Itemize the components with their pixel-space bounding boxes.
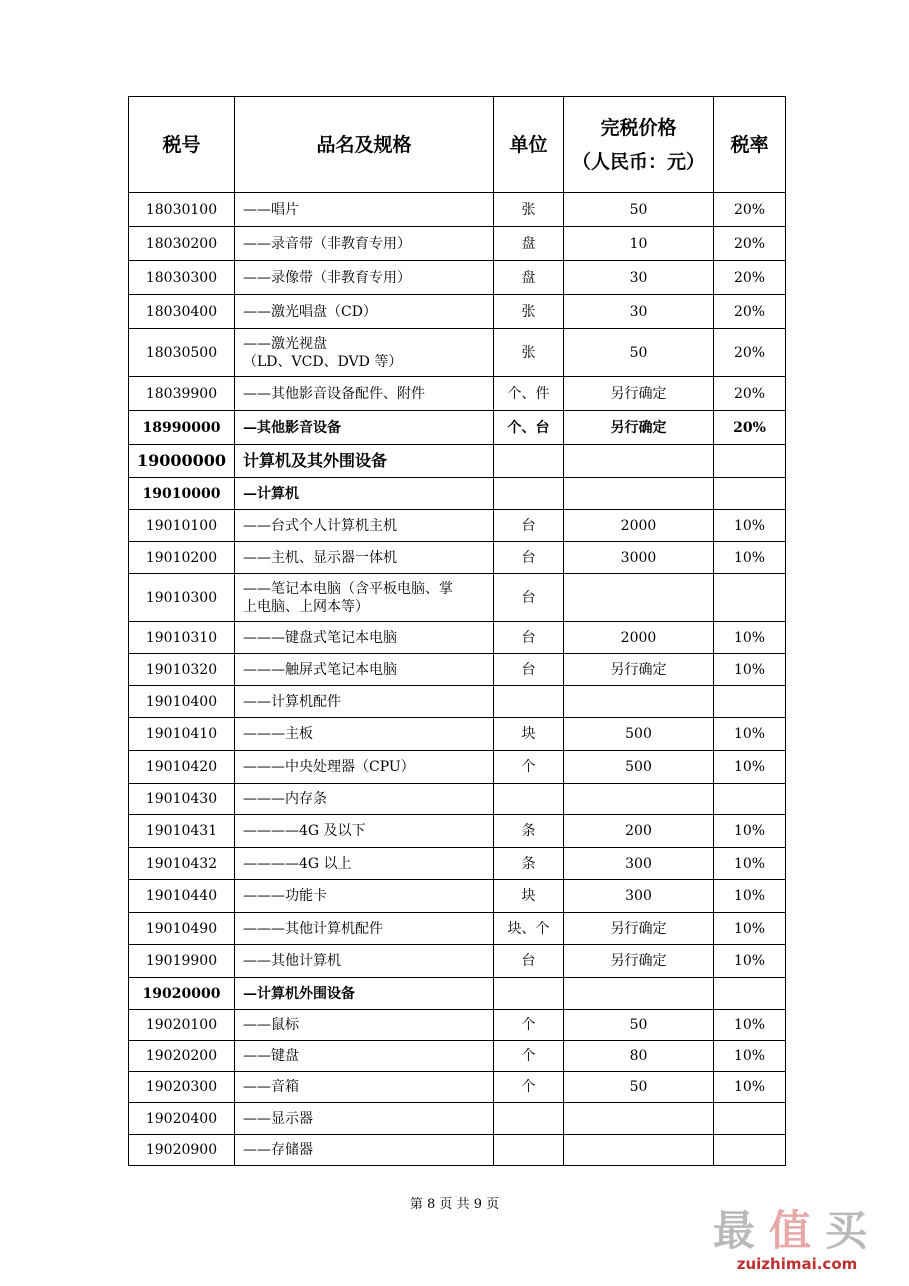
table-row: [129, 686, 786, 718]
cell-name-line: ——计算机配件: [243, 693, 341, 710]
cell-code: 19010000: [129, 478, 235, 510]
cell-name: [235, 913, 494, 945]
cell-name-line: 上电脑、上网本等）: [243, 598, 369, 615]
cell-price: 300: [564, 848, 714, 880]
cell-name: [235, 784, 494, 815]
cell-name-line: ——唱片: [243, 201, 299, 218]
cell-rate: 20%: [714, 227, 786, 261]
cell-rate: [714, 1103, 786, 1135]
cell-price: 80: [564, 1041, 714, 1072]
cell-name: [235, 654, 494, 686]
cell-rate: 10%: [714, 1010, 786, 1041]
cell-name: [235, 329, 494, 377]
header-unit: 单位: [494, 97, 564, 193]
table-row: [129, 227, 786, 261]
header-price-line1: 完税价格: [600, 116, 677, 139]
cell-rate: [714, 978, 786, 1010]
cell-rate: 10%: [714, 945, 786, 978]
cell-rate: 20%: [714, 329, 786, 377]
cell-code: 19020400: [129, 1103, 235, 1135]
cell-code: 19010431: [129, 815, 235, 848]
footer-page: 8: [427, 1197, 436, 1212]
cell-price: [564, 978, 714, 1010]
cell-name-line: ———触屏式笔记本电脑: [243, 661, 397, 678]
cell-rate: 20%: [714, 411, 786, 445]
cell-name: [235, 295, 494, 329]
cell-name-line: ——鼠标: [243, 1017, 299, 1033]
cell-rate: 10%: [714, 880, 786, 913]
cell-price: 50: [564, 193, 714, 227]
cell-name: [235, 227, 494, 261]
cell-price: 50: [564, 1010, 714, 1041]
cell-unit: [494, 1103, 564, 1135]
cell-price: [564, 478, 714, 510]
cell-name-line: ————4G 及以下: [243, 823, 366, 839]
cell-name: [235, 978, 494, 1010]
cell-name: [235, 542, 494, 574]
cell-name: [235, 686, 494, 718]
table-row: [129, 654, 786, 686]
tax-rate-table: [128, 96, 786, 1166]
cell-name: [235, 261, 494, 295]
watermark-char-3: 买: [825, 1206, 882, 1255]
cell-rate: 10%: [714, 751, 786, 784]
cell-code: 19010310: [129, 622, 235, 654]
cell-name-line: ——激光唱盘（CD）: [243, 303, 377, 320]
cell-name: [235, 445, 494, 478]
cell-name: [235, 411, 494, 445]
table-header-row: [129, 97, 786, 193]
cell-name-line: ———中央处理器（CPU）: [243, 759, 415, 775]
cell-rate: 10%: [714, 654, 786, 686]
cell-name-line: —其他影音设备: [243, 419, 341, 436]
cell-rate: 10%: [714, 622, 786, 654]
footer-post: 页: [486, 1197, 500, 1212]
cell-rate: 10%: [714, 1041, 786, 1072]
cell-name: [235, 1041, 494, 1072]
cell-unit: [494, 784, 564, 815]
cell-name-line: ——台式个人计算机主机: [243, 517, 397, 534]
watermark-logo: [697, 1208, 897, 1278]
footer-pre: 第: [409, 1197, 423, 1212]
cell-code: 19020900: [129, 1135, 235, 1166]
table-row: [129, 945, 786, 978]
cell-rate: 10%: [714, 848, 786, 880]
cell-code: 19010440: [129, 880, 235, 913]
cell-name: [235, 751, 494, 784]
cell-name: [235, 880, 494, 913]
cell-price: 另行确定: [564, 654, 714, 686]
cell-name-line: ——存储器: [243, 1142, 313, 1158]
watermark-char-2: 值: [768, 1206, 825, 1255]
cell-name: [235, 193, 494, 227]
table-row: [129, 1041, 786, 1072]
table-row: [129, 1010, 786, 1041]
cell-rate: [714, 784, 786, 815]
cell-price: 50: [564, 1072, 714, 1103]
cell-unit: 张: [494, 193, 564, 227]
cell-code: 19020200: [129, 1041, 235, 1072]
cell-price: 另行确定: [564, 913, 714, 945]
cell-name-line: ———主板: [243, 726, 313, 742]
cell-name: [235, 478, 494, 510]
cell-name-line: ——键盘: [243, 1048, 299, 1064]
cell-name: [235, 1072, 494, 1103]
cell-code: 19010430: [129, 784, 235, 815]
cell-price: 200: [564, 815, 714, 848]
cell-name-line: 计算机及其外围设备: [243, 451, 388, 470]
header-price-line2: （人民币：元）: [571, 150, 705, 173]
cell-code: 18030500: [129, 329, 235, 377]
cell-price: 50: [564, 329, 714, 377]
table-row: [129, 848, 786, 880]
table-row: [129, 445, 786, 478]
cell-price: 3000: [564, 542, 714, 574]
table-row: [129, 913, 786, 945]
cell-price: 另行确定: [564, 377, 714, 411]
cell-name: [235, 945, 494, 978]
table-row: [129, 542, 786, 574]
cell-name-line: ——音箱: [243, 1079, 299, 1095]
cell-price: 30: [564, 261, 714, 295]
cell-code: 18990000: [129, 411, 235, 445]
cell-unit: 块: [494, 718, 564, 751]
cell-name-line: ——笔记本电脑（含平板电脑、掌: [243, 580, 453, 597]
cell-code: 19000000: [129, 445, 235, 478]
cell-name: [235, 718, 494, 751]
cell-rate: 10%: [714, 542, 786, 574]
cell-unit: 条: [494, 848, 564, 880]
cell-price: 300: [564, 880, 714, 913]
header-name: 品名及规格: [235, 97, 494, 193]
cell-unit: 台: [494, 622, 564, 654]
footer-total: 9: [473, 1197, 482, 1212]
cell-name-line: ————4G 以上: [243, 855, 352, 872]
cell-price: 另行确定: [564, 411, 714, 445]
cell-unit: [494, 1135, 564, 1166]
cell-name: [235, 1103, 494, 1135]
cell-rate: [714, 686, 786, 718]
table-row: [129, 1072, 786, 1103]
cell-unit: 个: [494, 1072, 564, 1103]
cell-code: 18039900: [129, 377, 235, 411]
cell-unit: 个: [494, 1041, 564, 1072]
cell-rate: [714, 445, 786, 478]
cell-code: 19010420: [129, 751, 235, 784]
header-code: 税号: [129, 97, 235, 193]
watermark-domain: zuizhimai.com: [736, 1255, 858, 1273]
cell-code: 19020000: [129, 978, 235, 1010]
header-rate: 税率: [714, 97, 786, 193]
cell-unit: 块、个: [494, 913, 564, 945]
table-row: [129, 1103, 786, 1135]
cell-name-line: —计算机外围设备: [243, 985, 355, 1002]
cell-price: [564, 445, 714, 478]
cell-unit: 盘: [494, 227, 564, 261]
cell-price: [564, 574, 714, 622]
cell-unit: 个、台: [494, 411, 564, 445]
cell-unit: 块: [494, 880, 564, 913]
cell-name: [235, 377, 494, 411]
cell-price: 30: [564, 295, 714, 329]
table-row: [129, 1135, 786, 1166]
cell-unit: 台: [494, 574, 564, 622]
cell-price: [564, 784, 714, 815]
header-price: [564, 97, 714, 193]
cell-unit: 张: [494, 295, 564, 329]
cell-name-line: ——其他影音设备配件、附件: [243, 385, 425, 402]
cell-price: 另行确定: [564, 945, 714, 978]
cell-unit: 台: [494, 654, 564, 686]
cell-name: [235, 1135, 494, 1166]
cell-code: 18030400: [129, 295, 235, 329]
cell-code: 19010490: [129, 913, 235, 945]
cell-name-line: ——其他计算机: [243, 953, 341, 969]
cell-name-line: —计算机: [243, 485, 299, 502]
cell-name-line: ——主机、显示器一体机: [243, 549, 397, 566]
cell-code: 19010320: [129, 654, 235, 686]
footer-mid: 页 共: [439, 1197, 470, 1212]
cell-price: [564, 1135, 714, 1166]
cell-unit: [494, 445, 564, 478]
cell-name-line: ——显示器: [243, 1110, 313, 1127]
table-row: [129, 261, 786, 295]
cell-unit: [494, 478, 564, 510]
cell-rate: [714, 574, 786, 622]
cell-name-line: ———功能卡: [243, 888, 327, 904]
cell-rate: [714, 1135, 786, 1166]
table-row: [129, 574, 786, 622]
table-row: [129, 815, 786, 848]
watermark-chinese: [697, 1208, 897, 1254]
table-row: [129, 295, 786, 329]
cell-price: [564, 686, 714, 718]
table-row: [129, 377, 786, 411]
cell-code: 19010200: [129, 542, 235, 574]
cell-price: [564, 1103, 714, 1135]
cell-code: 18030300: [129, 261, 235, 295]
cell-name: [235, 574, 494, 622]
cell-code: 19010432: [129, 848, 235, 880]
cell-name-line: ———其他计算机配件: [243, 920, 383, 937]
cell-unit: 张: [494, 329, 564, 377]
cell-name-line: ———内存条: [243, 791, 327, 807]
cell-name: [235, 1010, 494, 1041]
cell-name: [235, 510, 494, 542]
cell-name: [235, 815, 494, 848]
table-row: [129, 478, 786, 510]
cell-rate: [714, 478, 786, 510]
cell-name-line: （LD、VCD、DVD 等）: [243, 353, 403, 370]
table-row: [129, 880, 786, 913]
cell-name-line: ——录音带（非教育专用）: [243, 235, 411, 252]
cell-unit: 台: [494, 510, 564, 542]
table-row: [129, 510, 786, 542]
cell-rate: 20%: [714, 377, 786, 411]
watermark-char-1: 最: [712, 1206, 769, 1255]
cell-price: 500: [564, 718, 714, 751]
cell-name-line: ——激光视盘: [243, 335, 327, 352]
cell-unit: 个: [494, 751, 564, 784]
cell-code: 19020300: [129, 1072, 235, 1103]
table-row: [129, 784, 786, 815]
cell-name: [235, 622, 494, 654]
cell-unit: 台: [494, 945, 564, 978]
cell-unit: 个、件: [494, 377, 564, 411]
table-row: [129, 622, 786, 654]
cell-unit: 条: [494, 815, 564, 848]
cell-price: 2000: [564, 622, 714, 654]
cell-rate: 10%: [714, 913, 786, 945]
cell-rate: 20%: [714, 295, 786, 329]
cell-unit: 个: [494, 1010, 564, 1041]
cell-price: 500: [564, 751, 714, 784]
cell-unit: 盘: [494, 261, 564, 295]
cell-rate: 10%: [714, 718, 786, 751]
cell-unit: 台: [494, 542, 564, 574]
table-row: [129, 718, 786, 751]
cell-name-line: ———键盘式笔记本电脑: [243, 629, 397, 646]
cell-rate: 10%: [714, 510, 786, 542]
table-row: [129, 751, 786, 784]
table-body: [129, 193, 786, 1166]
cell-code: 19010100: [129, 510, 235, 542]
table-row: [129, 978, 786, 1010]
cell-rate: 20%: [714, 193, 786, 227]
cell-code: 19019900: [129, 945, 235, 978]
cell-name-line: ——录像带（非教育专用）: [243, 269, 411, 286]
cell-name: [235, 848, 494, 880]
cell-rate: 10%: [714, 815, 786, 848]
cell-unit: [494, 978, 564, 1010]
cell-rate: 20%: [714, 261, 786, 295]
cell-code: 19010400: [129, 686, 235, 718]
cell-unit: [494, 686, 564, 718]
cell-code: 19010410: [129, 718, 235, 751]
table-row: [129, 329, 786, 377]
table-row: [129, 411, 786, 445]
cell-rate: 10%: [714, 1072, 786, 1103]
cell-price: 10: [564, 227, 714, 261]
table-row: [129, 193, 786, 227]
cell-code: 18030200: [129, 227, 235, 261]
cell-code: 18030100: [129, 193, 235, 227]
cell-code: 19020100: [129, 1010, 235, 1041]
cell-code: 19010300: [129, 574, 235, 622]
cell-price: 2000: [564, 510, 714, 542]
